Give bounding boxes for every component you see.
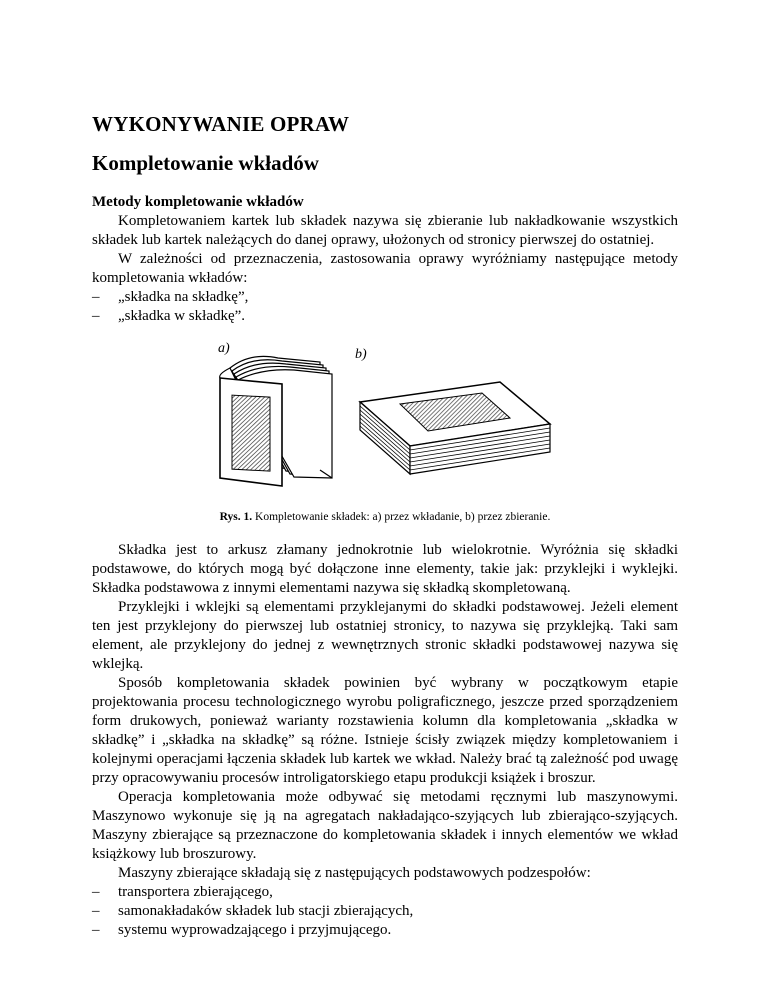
list-dash: – [92, 922, 100, 938]
document-title: WYKONYWANIE OPRAW [92, 112, 350, 136]
paragraph: Sposób kompletowania składek powinien być wybrany w początkowym etapie projektowania procesu technologicznego wyrobu poligraficznego, jeszcze przed sporządzeniem form drukowych, ponieważ warianty rozstawienia kolumn dla kompletowania „składka w składkę” i „składka na składkę” są różne. Istnieje ścisły związek między kompletowaniem i kolejnymi operacjami łączenia składek lub kartek we wkład. Należy brać tą zależność pod uwagę przy opracowywaniu procesów introligatorskiego etapu produkcji książek i broszur. [92, 675, 678, 786]
list-item-text: systemu wyprowadzającego i przyjmującego. [118, 922, 392, 938]
figure-label-a: a) [218, 341, 230, 356]
paragraph: Przyklejki i wklejki są elementami przyklejanymi do składki podstawowej. Jeżeli element ten jest przyklejony do pierwszej lub ostatniej stronicy, to nazywa się przyklejką. Taki sam element, ale przyklejony do jednej z wewnętrznych stronic składki podstawowej nazywa się wklejką. [92, 599, 678, 672]
list-item [92, 883, 678, 902]
figure-label-b: b) [355, 347, 367, 362]
list-item [92, 902, 678, 921]
paragraph: Kompletowaniem kartek lub składek nazywa się zbieranie lub nakładkowanie wszystkich składek lub kartek należących do danej oprawy, ułożonych od stronicy pierwszej do ostatniej. [92, 213, 678, 248]
figure-illustration [210, 338, 560, 488]
list-item-text: transportera zbierającego, [118, 884, 273, 900]
figure-caption [92, 511, 678, 523]
caption-text: Kompletowanie składek: a) przez wkładanie, b) przez zbieranie. [252, 511, 551, 523]
subsection-heading: Metody kompletowanie wkładów [92, 194, 304, 210]
paragraph: Maszyny zbierające składają się z następujących podstawowych podzespołów: [118, 865, 591, 881]
list-dash: – [92, 289, 100, 305]
list-item-text: „składka na składkę”, [118, 289, 249, 305]
list-dash: – [92, 903, 100, 919]
list-item [92, 921, 678, 940]
list-item [92, 307, 678, 326]
list-item [92, 288, 678, 307]
paragraph: Operacja kompletowania może odbywać się metodami ręcznymi lub maszynowymi. Maszynowo wykonuje się ją na agregatach nakładająco-szyjących lub zbierająco-szyjących. Maszyny zbierające są przeznaczone do kompletowania składek i innych elementów we wkład książkowy lub broszurowy. [92, 789, 678, 862]
list-item-text: „składka w składkę”. [118, 308, 246, 324]
methods-section [92, 193, 678, 326]
list-item-text: samonakładaków składek lub stacji zbierających, [118, 903, 414, 919]
gathered-stack-drawing [360, 382, 550, 474]
folded-signatures-drawing [220, 356, 332, 486]
section-title: Kompletowanie wkładów [92, 151, 319, 175]
paragraph: Składka jest to arkusz złamany jednokrotnie lub wielokrotnie. Wyróżnia się składki podstawowe, do których mogą być dołączone inne elementy, takie jak: przyklejki i wyklejki. Składka podstawowa z innymi elementami nazywa się składką skompletowaną. [92, 542, 678, 596]
caption-label: Rys. 1. [219, 511, 253, 523]
paragraph: W zależności od przeznaczenia, zastosowania oprawy wyróżniamy następujące metody kompletowania wkładów: [92, 251, 678, 286]
list-dash: – [92, 884, 100, 900]
list-dash: – [92, 308, 100, 324]
body-text [92, 541, 678, 940]
